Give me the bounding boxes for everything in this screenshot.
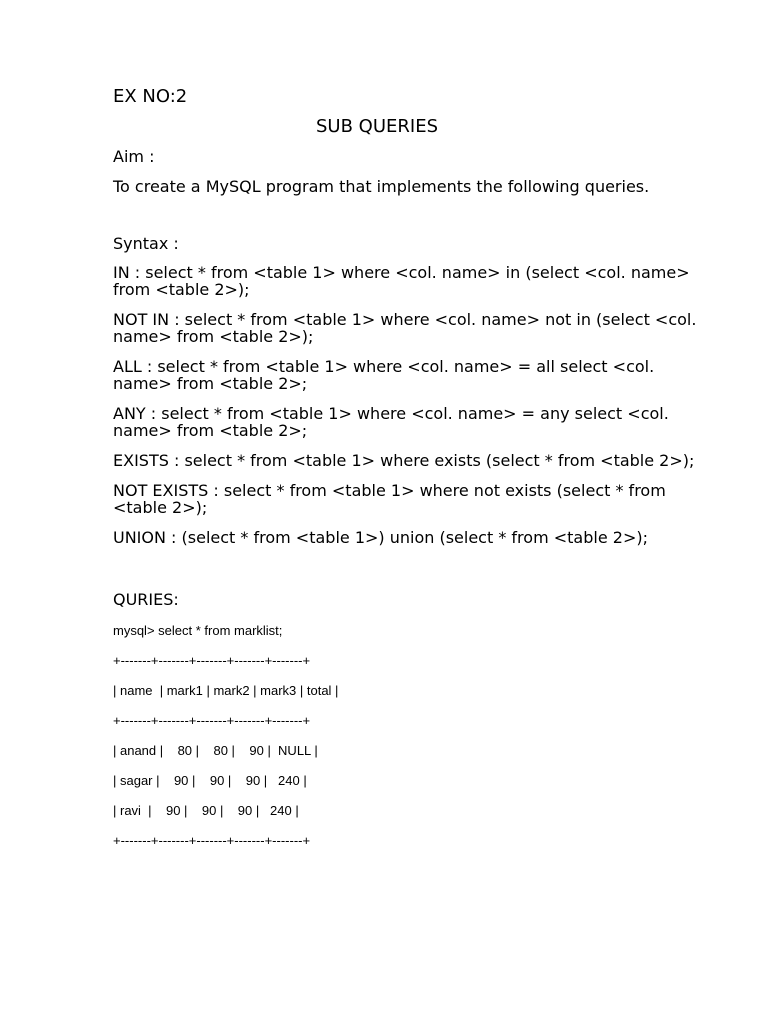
syntax-union: UNION : (select * from <table 1>) union (select * from <table 2>); [113,528,648,547]
syntax-in: IN : select * from <table 1> where <col. name> in (select <col. name> from <table 2>); [113,263,690,299]
table-border: +-------+-------+-------+-------+-------+ [113,713,311,728]
syntax-list [113,264,713,546]
aim-label: Aim : [113,147,155,166]
document-title: SUB QUERIES [316,116,439,137]
syntax-not-exists: NOT EXISTS : select * from <table 1> where not exists (select * from <table 2>); [113,481,666,517]
aim-text: To create a MySQL program that implements the following queries. [113,177,650,196]
table-border: +-------+-------+-------+-------+-------+ [113,833,311,848]
syntax-label: Syntax : [113,234,179,253]
syntax-exists: EXISTS : select * from <table 1> where exists (select * from <table 2>); [113,451,695,470]
exercise-number: EX NO:2 [113,86,188,107]
queries-label: QURIES: [113,590,179,609]
query-output [113,616,713,856]
table-header: | name | mark1 | mark2 | mark3 | total | [113,683,339,698]
document-page [113,86,713,856]
query-command: mysql> select * from marklist; [113,623,283,638]
table-row: | anand | 80 | 80 | 90 | NULL | [113,743,318,758]
table-row: | sagar | 90 | 90 | 90 | 240 | [113,773,307,788]
syntax-any: ANY : select * from <table 1> where <col. name> = any select <col. name> from <table 2>; [113,404,669,440]
syntax-not-in: NOT IN : select * from <table 1> where <col. name> not in (select <col. name> from <table 2>); [113,310,697,346]
syntax-all: ALL : select * from <table 1> where <col. name> = all select <col. name> from <table 2>; [113,357,655,393]
table-border: +-------+-------+-------+-------+-------+ [113,653,311,668]
table-row: | ravi | 90 | 90 | 90 | 240 | [113,803,299,818]
